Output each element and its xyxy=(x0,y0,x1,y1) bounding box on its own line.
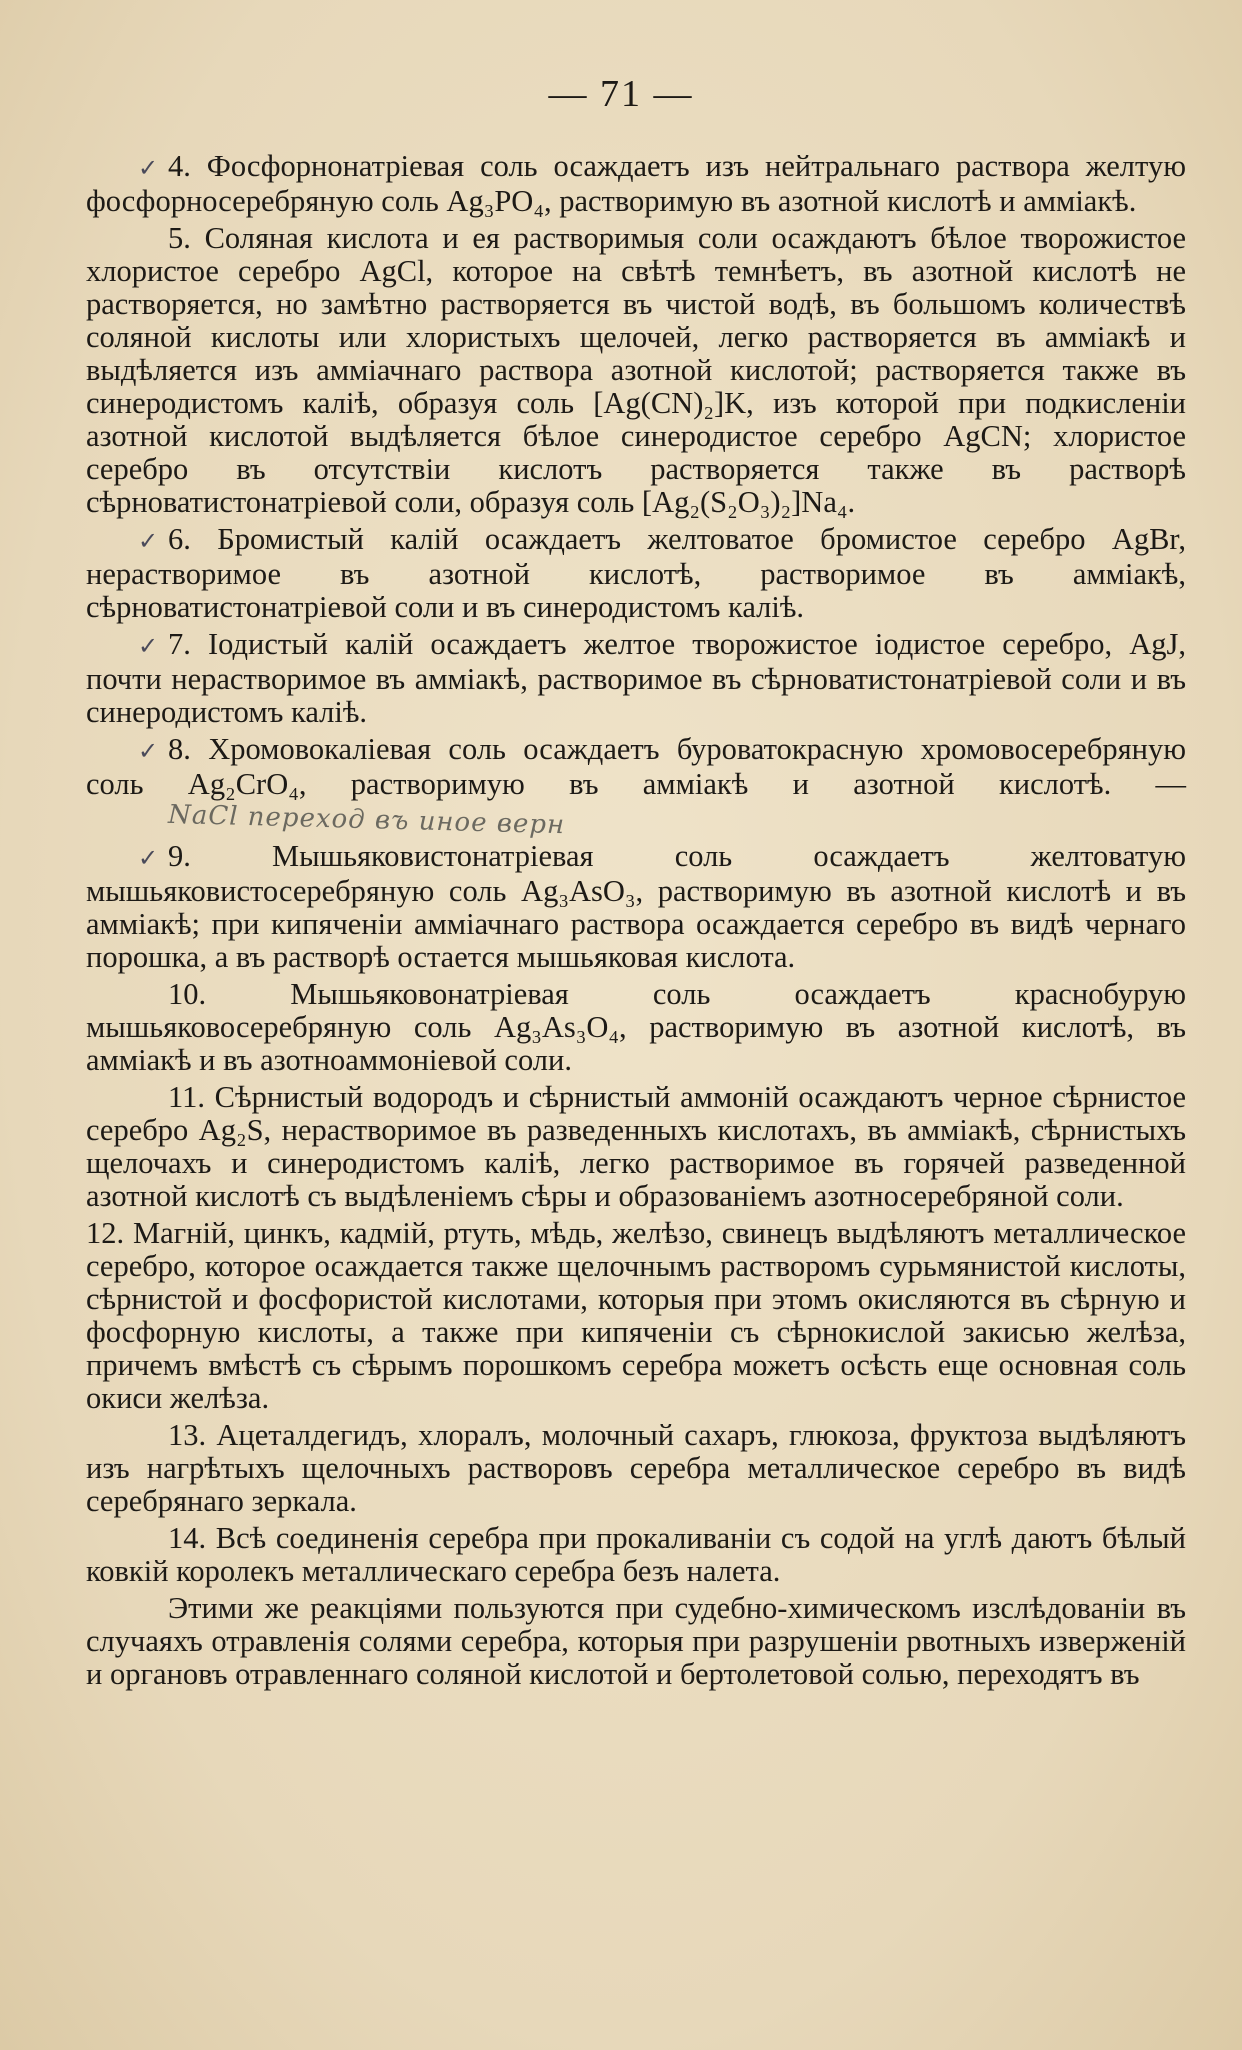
paragraph-11 xyxy=(86,1081,1186,1213)
paragraph-12 xyxy=(86,1217,1186,1415)
paragraph-text: Этими же реакціями пользуются при судебно-химическомъ изслѣдованіи въ случаяхъ отравленія солями серебра, которыя при разрушеніи рвотныхъ изверженій и органовъ отравленнаго соляной кислотой и бертолетовой солью, переходятъ въ xyxy=(86,1591,1186,1691)
paragraph-8 xyxy=(86,732,1186,841)
pencil-check-icon: ✓ xyxy=(138,632,159,660)
paragraph-text: 9. Мышьяковистонатріевая соль осаждаетъ желтоватую мышьяковистосеребряную соль Ag₃AsO₃, растворимую въ азотной кислотѣ и въ амміакѣ; при кипяченіи амміачнаго раствора осаждается серебро въ видѣ чернаго порошка, а въ растворѣ остается мышьяковая кислота. xyxy=(86,839,1186,974)
paragraph-10 xyxy=(86,978,1186,1077)
paragraph-text: 13. Ацеталдегидъ, хлоралъ, молочный сахаръ, глюкоза, фруктоза выдѣляютъ изъ нагрѣтыхъ щелочныхъ растворовъ серебра металлическое серебро въ видѣ серебрянаго зеркала. xyxy=(86,1418,1186,1518)
paragraph-text: 8. Хромовокаліевая соль осаждаетъ буроватокрасную хромовосеребряную соль Ag₂CrO₄, растворимую въ амміакѣ и азотной кислотѣ. — xyxy=(86,732,1186,801)
paragraph-text: 12. Магній, цинкъ, кадмій, ртуть, мѣдь, желѣзо, свинецъ выдѣляютъ металлическое серебро, которое осаждается также щелочнымъ растворомъ сурьмянистой кислоты, сѣрнистой и фосфористой кислотами, которыя при этомъ окисляются въ сѣрную и фосфорную кислоты, а также при кипяченіи съ сѣрнокислой закисью желѣза, причемъ вмѣстѣ съ сѣрымъ порошкомъ серебра можетъ осѣсть еще основная соль окиси желѣза. xyxy=(86,1216,1186,1415)
paragraph-9 xyxy=(86,840,1186,974)
paragraph-4 xyxy=(86,150,1186,218)
pencil-check-icon: ✓ xyxy=(138,737,159,765)
paragraph-final xyxy=(86,1592,1186,1691)
pencil-check-icon: ✓ xyxy=(138,844,159,872)
paragraph-5 xyxy=(86,222,1186,519)
paragraph-text: 7. Іодистый калій осаждаетъ желтое творожистое іодистое серебро, AgJ, почти нерастворимое въ амміакѣ, растворимое въ сѣрноватистонатріевой соли и въ синеродистомъ каліѣ. xyxy=(86,627,1186,729)
paragraph-text: 5. Соляная кислота и ея растворимыя соли осаждаютъ бѣлое творожистое хлористое серебро AgCl, которое на свѣтѣ темнѣетъ, въ азотной кислотѣ не растворяется, но замѣтно растворяется въ чистой водѣ, въ большомъ количествѣ соляной кислоты или хлористыхъ щелочей, легко растворяется въ амміакѣ и выдѣляется изъ амміачнаго раствора азотной кислотой; растворяется также въ синеродистомъ каліѣ, образуя соль [Ag(CN)₂]K, изъ которой при подкисленіи азотной кислотой выдѣляется бѣлое синеродистое серебро AgCN; хлористое серебро въ отсутствіи кислотъ растворяется также въ растворѣ сѣрноватистонатріевой соли, образуя соль [Ag₂(S₂O₃)₂]Na₄. xyxy=(86,221,1186,519)
paragraph-text: 11. Сѣрнистый водородъ и сѣрнистый аммоній осаждаютъ черное сѣрнистое серебро Ag₂S, нерастворимое въ разведенныхъ кислотахъ, въ амміакѣ, сѣрнистыхъ щелочахъ и синеродистомъ каліѣ, легко растворимое въ горячей разведенной азотной кислотѣ съ выдѣленіемъ сѣры и образованіемъ азотносеребряной соли. xyxy=(86,1080,1186,1213)
handwritten-note: NaCl переход въ иное верн xyxy=(167,799,566,841)
paragraph-7 xyxy=(86,628,1186,729)
paragraph-text: 14. Всѣ соединенія серебра при прокаливаніи съ содой на углѣ даютъ бѣлый ковкій королекъ металлическаго серебра безъ налета. xyxy=(86,1521,1186,1588)
page-number: — 71 — xyxy=(548,73,694,115)
paragraph-13 xyxy=(86,1419,1186,1518)
pencil-check-icon: ✓ xyxy=(138,527,159,555)
pencil-check-icon: ✓ xyxy=(138,154,159,182)
paragraph-text: 6. Бромистый калій осаждаетъ желтоватое бромистое серебро AgBr, нерастворимое въ азотной кислотѣ, растворимое въ амміакѣ, сѣрноватистонатріевой соли и въ синеродистомъ каліѣ. xyxy=(86,522,1186,624)
paragraph-14 xyxy=(86,1522,1186,1588)
paragraph-text: 4. Фосфорнонатріевая соль осаждаетъ изъ нейтральнаго раствора желтую фосфорносеребряную соль Ag₃PO₄, растворимую въ азотной кислотѣ и амміакѣ. xyxy=(86,149,1186,218)
paragraph-6 xyxy=(86,523,1186,624)
page-text xyxy=(86,150,1186,1695)
paragraph-text: 10. Мышьяковонатріевая соль осаждаетъ краснобурую мышьяковосеребряную соль Ag₃As₃O₄, растворимую въ азотной кислотѣ, въ амміакѣ и въ азотноаммоніевой соли. xyxy=(86,977,1186,1077)
